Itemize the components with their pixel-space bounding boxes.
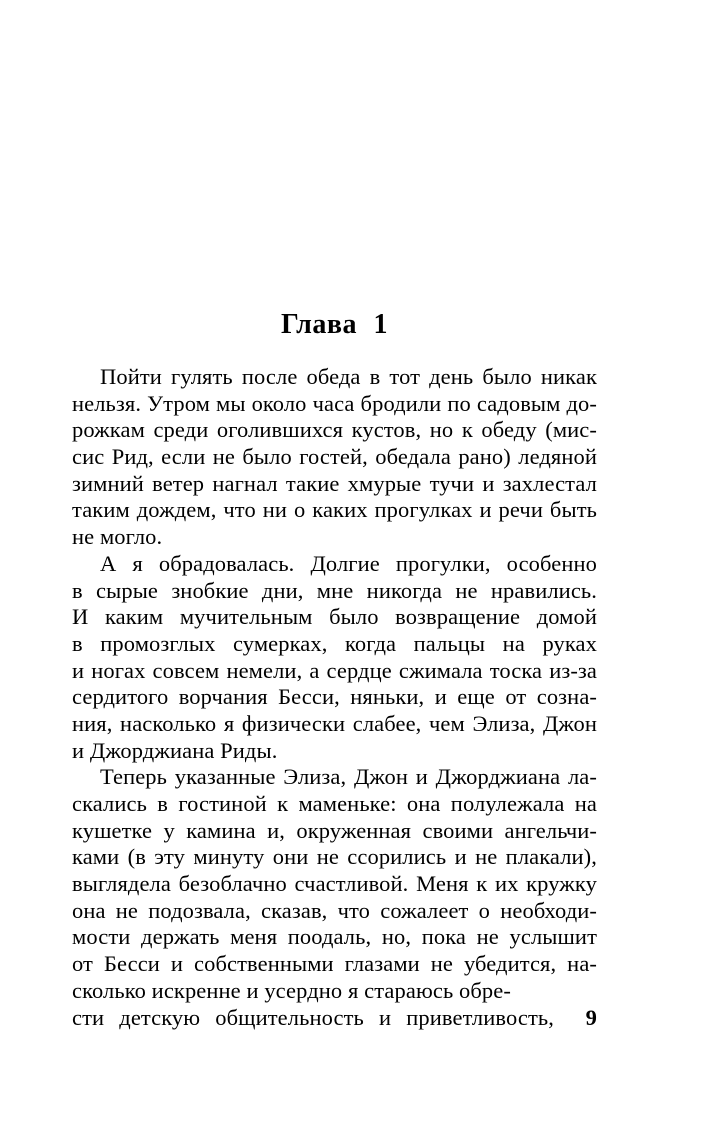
text-line: и Джорджиана Риды. bbox=[72, 737, 278, 763]
text-line: кушетке у камина и, окруженная своими ангельчи- bbox=[72, 817, 597, 843]
text-line bbox=[72, 1005, 597, 1032]
text-line: зимний ветер нагнал такие хмурые тучи и захлестал bbox=[72, 470, 597, 496]
text-line: ками (в эту минуту они не ссорились и не плакали), bbox=[72, 844, 597, 870]
text-line: сколько искренне и усердно я стараюсь обре- bbox=[72, 977, 511, 1003]
text-line: А я обрадовалась. Долгие прогулки, особенно bbox=[100, 550, 597, 576]
text-line: сердитого ворчания Бесси, няньки, и еще от созна- bbox=[72, 684, 597, 710]
text-line: таким дождем, что ни о каких прогулках и речи быть bbox=[72, 497, 597, 523]
text-line: в промозглых сумерках, когда пальцы на руках bbox=[72, 630, 597, 656]
chapter-body bbox=[72, 364, 597, 1031]
text-line: ния, насколько я физически слабее, чем Элиза, Джон bbox=[72, 710, 597, 736]
paragraph bbox=[72, 764, 597, 1031]
text-line: нельзя. Утром мы около часа бродили по садовым до- bbox=[72, 390, 597, 416]
text-line: Теперь указанные Элиза, Джон и Джорджиана ла- bbox=[100, 764, 597, 790]
text-line: рожкам среди оголившихся кустов, но к обеду (мис- bbox=[72, 417, 597, 443]
paragraph bbox=[72, 551, 597, 765]
text-line: выглядела безоблачно счастливой. Меня к их кружку bbox=[72, 871, 597, 897]
chapter-heading: Глава 1 bbox=[281, 309, 388, 340]
text-line: сис Рид, если не было гостей, обедала рано) ледяной bbox=[72, 444, 597, 470]
page-number: 9 bbox=[585, 1004, 597, 1030]
text-line: не могло. bbox=[72, 524, 163, 550]
text-line: скались в гостиной к маменьке: она полулежала на bbox=[72, 791, 597, 816]
text-line: и ногах совсем немели, а сердце сжимала тоска из-за bbox=[72, 657, 597, 683]
paragraph bbox=[72, 364, 597, 551]
text-line: в сырые знобкие дни, мне никогда не нравились. bbox=[72, 577, 597, 603]
text-line: от Бесси и собственными глазами не убедится, на- bbox=[72, 951, 597, 977]
text-line: И каким мучительным было возвращение домой bbox=[72, 604, 597, 630]
text-line-content: сти детскую общительность и приветливость, bbox=[72, 1004, 554, 1030]
text-column bbox=[72, 310, 597, 1031]
text-line: мости держать меня поодаль, но, пока не услышит bbox=[72, 924, 597, 950]
text-line: Пойти гулять после обеда в тот день было никак bbox=[100, 364, 597, 389]
text-line: она не подозвала, сказав, что сожалеет о необходи- bbox=[72, 897, 597, 923]
